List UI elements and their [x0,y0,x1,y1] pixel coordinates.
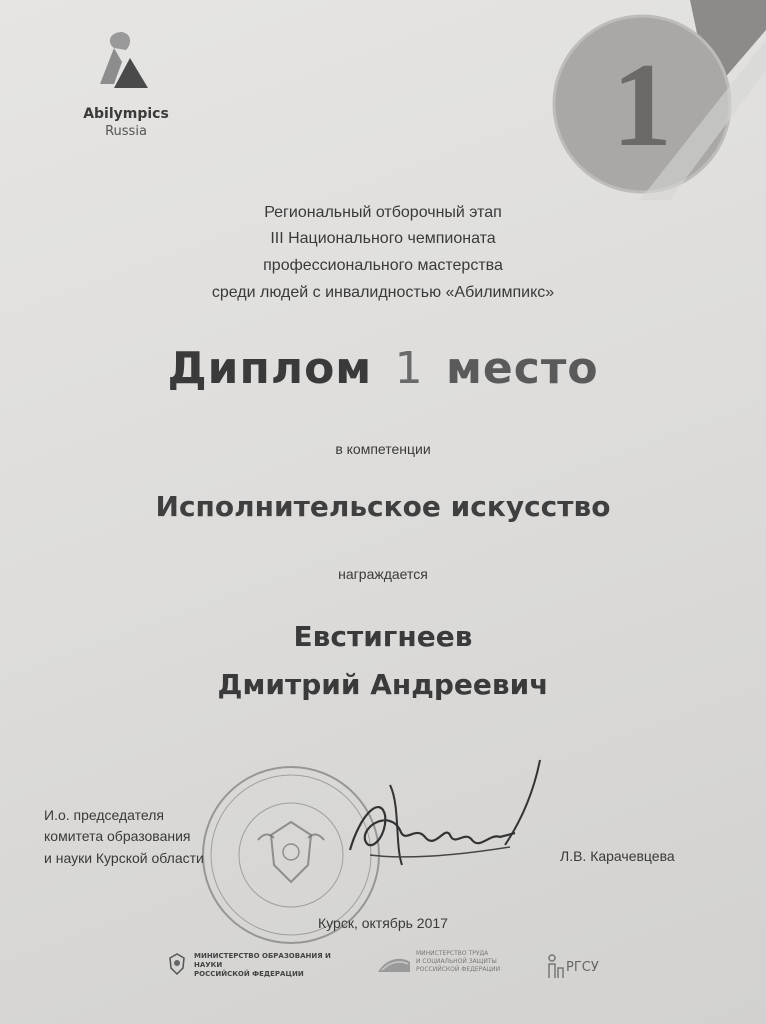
signatory-position-line-3: и науки Курской области [44,850,204,866]
rgsu-text: РГСУ [566,960,599,975]
ministry-labor-emblem-icon [376,948,412,978]
recipient-surname: Евстигнеев [293,620,473,653]
diploma-word: Диплом [167,343,373,394]
diploma-place-word: место [445,343,599,394]
ministry-education-logo [166,950,346,980]
medal-numeral: 1 [612,38,672,171]
logo-country-text: Russia [105,124,147,139]
ministry-labor-line-2: И СОЦИАЛЬНОЙ ЗАЩИТЫ [416,958,497,965]
ministry-labor-logo [376,948,536,980]
first-place-medal-icon [540,0,766,200]
diploma-title [0,343,766,394]
signatory-position-line-2: комитета образования [44,828,191,844]
rgsu-logo [546,950,626,980]
header-line-1: Региональный отборочный этап [264,204,502,221]
recipient-given-names: Дмитрий Андреевич [217,668,549,701]
handwritten-signature [330,755,560,885]
diploma-place-number: 1 [394,343,424,394]
signatory-position-line-1: И.о. председателя [44,807,164,823]
rgsu-emblem-icon [546,952,566,980]
competence-name: Исполнительское искусство [155,490,611,523]
ministry-labor-line-1: МИНИСТЕРСТВО ТРУДА [416,950,489,957]
awarded-label: награждается [338,566,428,582]
header-line-4: среди людей с инвалидностью «Абилимпикс» [211,284,555,301]
abilympics-logo-icon [92,28,156,92]
logo-brand-text: Abilympics [83,106,169,122]
header-line-2: III Национального чемпионата [270,230,496,247]
russian-emblem-icon [166,952,188,976]
signatory-name: Л.В. Карачевцева [560,848,675,864]
header-line-3: профессионального мастерства [263,257,503,274]
ministry-education-line-1: МИНИСТЕРСТВО ОБРАЗОВАНИЯ И НАУКИ [194,952,331,969]
competence-label: в компетенции [335,441,431,457]
ministry-education-line-2: РОССИЙСКОЙ ФЕДЕРАЦИИ [194,970,304,978]
place-and-date: Курск, октябрь 2017 [318,915,448,931]
ministry-labor-line-3: РОССИЙСКОЙ ФЕДЕРАЦИИ [416,966,501,973]
